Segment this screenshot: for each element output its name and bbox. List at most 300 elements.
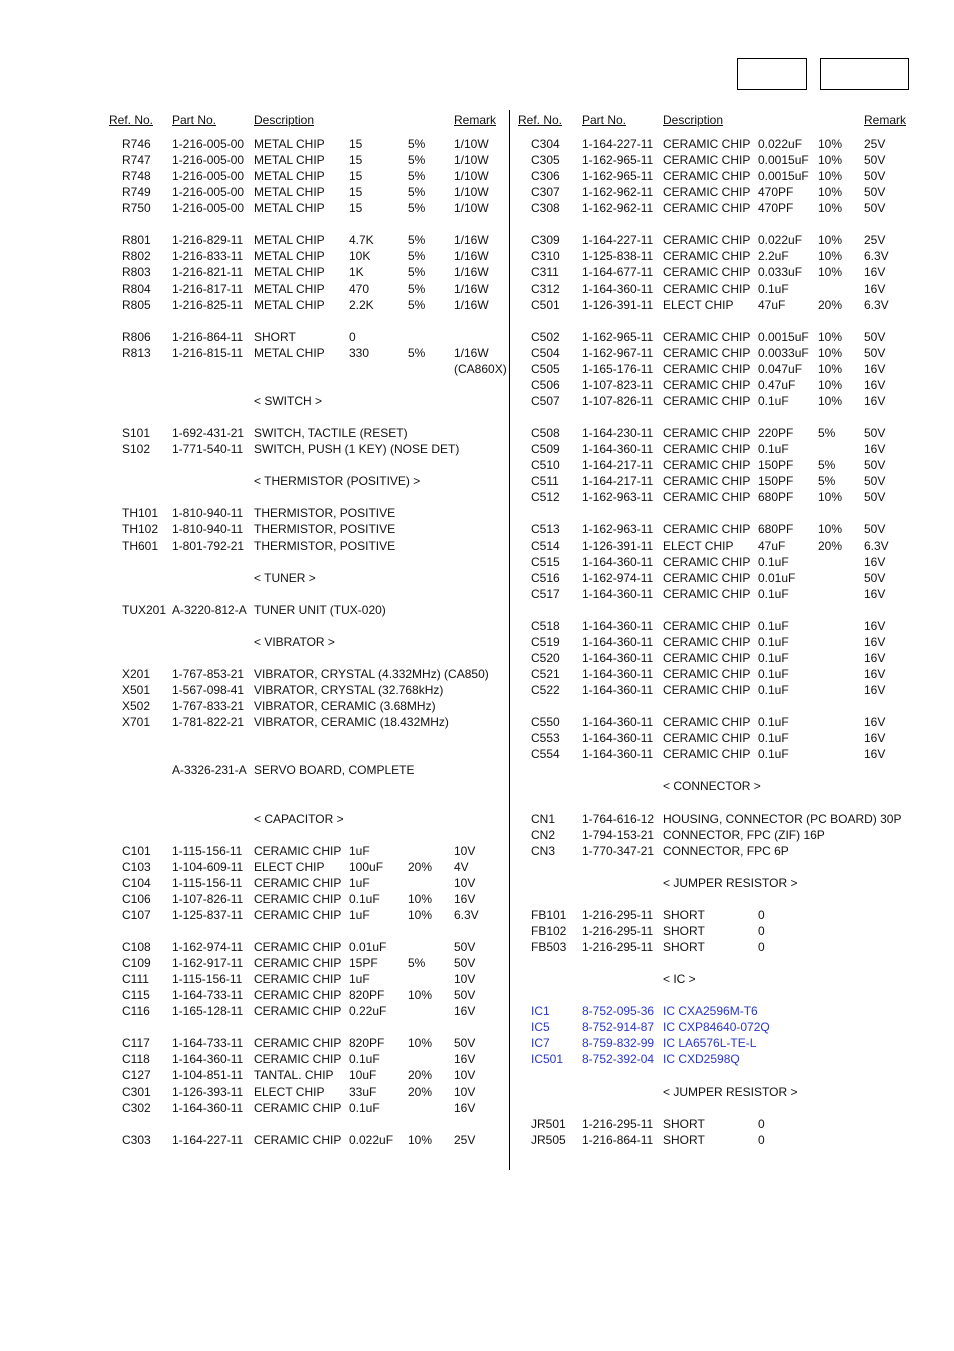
table-row (0, 1003, 954, 1019)
cell-remark: 16V (864, 634, 886, 649)
cell-ref: C554 (531, 747, 560, 762)
cell-ref: C505 (531, 361, 560, 376)
cell-description: TUNER UNIT (TUX-020) (254, 602, 386, 617)
cell-description: CERAMIC CHIP (663, 201, 751, 216)
table-row (0, 730, 954, 746)
cell-ref: R801 (122, 233, 151, 248)
cell-value: 680PF (758, 490, 794, 505)
cell-part: 1-162-965-11 (582, 169, 654, 184)
table-row (0, 1132, 954, 1148)
cell-part: 1-126-391-11 (582, 297, 654, 312)
cell-part: 1-216-295-11 (582, 923, 654, 938)
table-row (0, 1051, 954, 1067)
cell-remark: 6.3V (454, 907, 479, 922)
cell-tolerance: 5% (408, 345, 426, 360)
cell-remark: 1/10W (454, 201, 489, 216)
cell-value: 0.1uF (758, 554, 789, 569)
cell-ref: C305 (531, 153, 560, 168)
cell-description: CERAMIC CHIP (663, 329, 751, 344)
header-part: Part No. (172, 113, 217, 127)
cell-description: SHORT (663, 1116, 705, 1131)
table-row (0, 393, 954, 409)
cell-tolerance: 10% (818, 137, 843, 151)
cell-part: 1-162-917-11 (172, 956, 244, 971)
cell-description: METAL CHIP (254, 265, 325, 280)
table-row (0, 875, 954, 891)
cell-description: METAL CHIP (254, 169, 325, 184)
cell-value: 0.033uF (758, 265, 803, 280)
table-row (0, 570, 954, 586)
table-row (0, 618, 954, 634)
cell-remark: 1/10W (454, 137, 489, 151)
cell-part: 1-115-156-11 (172, 875, 243, 890)
cell-description: CERAMIC CHIP (663, 442, 751, 457)
cell-value: 0.047uF (758, 361, 803, 376)
cell-remark: 16V (864, 442, 886, 457)
table-row (0, 457, 954, 473)
cell-tolerance: 5% (408, 201, 426, 216)
cell-ref: IC7 (531, 1036, 550, 1051)
cell-ref: C111 (122, 972, 149, 987)
table-row (0, 345, 954, 361)
cell-ref: C507 (531, 393, 560, 408)
cell-part: 1-104-851-11 (172, 1068, 244, 1083)
cell-ref: TH102 (122, 522, 159, 537)
table-row (0, 184, 954, 200)
cell-value: 10uF (349, 1068, 377, 1083)
cell-ref: R804 (122, 281, 151, 296)
cell-ref: C312 (531, 281, 560, 296)
cell-part: 1-125-838-11 (582, 249, 654, 264)
cell-tolerance: 10% (818, 393, 843, 408)
table-row (0, 1084, 954, 1100)
cell-part: 1-216-821-11 (172, 265, 244, 280)
cell-part: 1-164-360-11 (172, 1100, 244, 1115)
cell-remark: 50V (864, 522, 886, 537)
cell-value: 0 (758, 923, 765, 938)
cell-value: 10K (349, 249, 371, 264)
cell-tolerance: 10% (408, 907, 433, 922)
cell-part: 1-162-963-11 (582, 522, 654, 537)
cell-part: 1-162-965-11 (582, 329, 654, 344)
cell-tolerance: 5% (408, 249, 426, 264)
cell-description: CONNECTOR, FPC 6P (663, 843, 789, 858)
cell-remark: 16V (864, 666, 886, 681)
cell-part: 1-764-616-12 (582, 811, 655, 826)
cell-value: 680PF (758, 522, 794, 537)
cell-ref: C109 (122, 956, 151, 971)
cell-value: 33uF (349, 1084, 377, 1099)
cell-part: 1-216-005-00 (172, 169, 245, 184)
table-row (0, 248, 954, 264)
cell-part: 1-216-815-11 (172, 345, 244, 360)
cell-ref: C518 (531, 618, 560, 633)
cell-tolerance: 5% (408, 297, 426, 312)
cell-tolerance: 10% (818, 201, 843, 216)
cell-description: < THERMISTOR (POSITIVE) > (254, 474, 421, 489)
cell-description: CERAMIC CHIP (663, 490, 751, 505)
cell-ref: C117 (122, 1036, 150, 1051)
cell-value: 470PF (758, 185, 794, 200)
cell-remark: 16V (864, 586, 886, 601)
cell-value: 15 (349, 201, 363, 216)
cell-value: 47uF (758, 538, 786, 553)
cell-part: 1-164-360-11 (582, 586, 654, 601)
cell-description: IC LA6576L-TE-L (663, 1036, 757, 1051)
cell-value: 0 (758, 1116, 765, 1131)
cell-ref: X201 (122, 666, 151, 681)
cell-description: CERAMIC CHIP (663, 522, 751, 537)
cell-remark: 50V (864, 490, 886, 505)
cell-remark: 25V (864, 233, 886, 248)
table-row (0, 827, 954, 843)
cell-remark: 16V (864, 361, 886, 376)
cell-part: 1-162-974-11 (172, 940, 244, 954)
header-box-left (737, 58, 807, 90)
cell-ref: C107 (122, 907, 151, 922)
table-row (0, 762, 954, 778)
cell-ref: R750 (122, 201, 151, 216)
cell-value: 0.1uF (758, 634, 789, 649)
header-desc: Description (254, 113, 315, 127)
cell-ref: FB503 (531, 940, 567, 954)
cell-part: 1-126-393-11 (172, 1084, 244, 1099)
cell-part: 1-216-295-11 (582, 1116, 654, 1131)
table-row (0, 489, 954, 505)
cell-tolerance: 10% (408, 1036, 433, 1051)
cell-description: HOUSING, CONNECTOR (PC BOARD) 30P (663, 811, 902, 826)
cell-description: CERAMIC CHIP (663, 249, 751, 264)
table-row (0, 1116, 954, 1132)
cell-value: 0 (349, 329, 356, 344)
cell-ref: C550 (531, 715, 560, 730)
cell-ref: C512 (531, 490, 560, 505)
cell-part: 1-216-825-11 (172, 297, 244, 312)
cell-ref: C115 (122, 988, 150, 1003)
cell-description: CERAMIC CHIP (254, 1004, 342, 1019)
cell-ref: C517 (531, 586, 560, 601)
cell-value: 0.0015uF (758, 153, 809, 168)
cell-remark: 1/16W (454, 233, 489, 248)
header-box-right (820, 58, 909, 90)
cell-value: 0.1uF (758, 650, 789, 665)
cell-tolerance: 5% (408, 956, 426, 971)
cell-part: 1-162-967-11 (582, 345, 654, 360)
cell-value: 0.022uF (758, 137, 803, 151)
cell-remark: 50V (864, 570, 886, 585)
cell-remark: 50V (454, 940, 476, 954)
cell-remark: 6.3V (864, 538, 889, 553)
cell-remark: 16V (864, 377, 886, 392)
cell-description: THERMISTOR, POSITIVE (254, 506, 396, 521)
cell-remark: 16V (864, 281, 886, 296)
cell-description: METAL CHIP (254, 185, 325, 200)
cell-description: CERAMIC CHIP (663, 169, 751, 184)
cell-ref: C504 (531, 345, 560, 360)
cell-tolerance: 10% (818, 345, 843, 360)
cell-description: METAL CHIP (254, 201, 325, 216)
cell-value: 1uF (349, 907, 370, 922)
cell-description: CERAMIC CHIP (663, 265, 751, 280)
table-row (0, 843, 954, 859)
table-row (0, 232, 954, 248)
cell-description: CERAMIC CHIP (663, 634, 751, 649)
table-row (0, 939, 954, 955)
cell-part: 8-752-914-87 (582, 1020, 655, 1035)
cell-ref: C508 (531, 426, 560, 441)
cell-value: 470 (349, 281, 370, 296)
cell-ref: C303 (122, 1132, 151, 1147)
cell-part: 1-165-128-11 (172, 1004, 244, 1019)
cell-description: METAL CHIP (254, 137, 325, 151)
table-row (0, 859, 954, 875)
cell-ref: R747 (122, 153, 151, 168)
cell-description: THERMISTOR, POSITIVE (254, 538, 396, 553)
cell-description: METAL CHIP (254, 233, 325, 248)
table-row (0, 955, 954, 971)
cell-remark: 4V (454, 859, 469, 874)
cell-part: 1-164-360-11 (582, 715, 654, 730)
cell-remark: 16V (454, 891, 476, 906)
cell-remark: 1/10W (454, 153, 489, 168)
table-row (0, 554, 954, 570)
cell-value: 0.0033uF (758, 345, 809, 360)
header-remark: Remark (864, 113, 907, 127)
cell-ref: CN2 (531, 827, 556, 842)
cell-description: SERVO BOARD, COMPLETE (254, 763, 415, 778)
cell-value: 0.1uF (349, 891, 380, 906)
table-row (0, 361, 954, 377)
cell-description: CERAMIC CHIP (663, 426, 751, 441)
cell-value: 0.1uF (758, 666, 789, 681)
cell-description: < CAPACITOR > (254, 811, 344, 826)
cell-value: 47uF (758, 297, 786, 312)
cell-ref: JR505 (531, 1132, 566, 1147)
cell-value: 15PF (349, 956, 378, 971)
table-row (0, 698, 954, 714)
cell-description: CERAMIC CHIP (254, 1100, 342, 1115)
cell-ref: C309 (531, 233, 560, 248)
cell-remark: 50V (864, 345, 886, 360)
cell-description: METAL CHIP (254, 153, 325, 168)
cell-value: 1K (349, 265, 364, 280)
cell-description: CERAMIC CHIP (663, 185, 751, 200)
cell-ref: C522 (531, 683, 560, 698)
cell-tolerance: 5% (408, 281, 426, 296)
cell-part: 8-752-392-04 (582, 1052, 655, 1067)
cell-description: SHORT (254, 329, 296, 344)
cell-part: 1-115-156-11 (172, 972, 243, 987)
cell-description: CERAMIC CHIP (254, 1132, 342, 1147)
table-row (0, 297, 954, 313)
cell-tolerance: 5% (818, 426, 836, 441)
cell-description: CERAMIC CHIP (663, 393, 751, 408)
cell-value: 0 (758, 1132, 765, 1147)
cell-ref: C304 (531, 137, 560, 151)
cell-value: 0.1uF (758, 747, 789, 762)
cell-part: 1-767-833-21 (172, 699, 245, 714)
cell-ref: C127 (122, 1068, 151, 1083)
cell-ref: X502 (122, 699, 151, 714)
cell-ref: TUX201 (122, 602, 167, 617)
cell-remark: 50V (864, 426, 886, 441)
cell-description: CERAMIC CHIP (663, 377, 751, 392)
cell-remark: 16V (864, 618, 886, 633)
cell-part: 1-771-540-11 (172, 442, 244, 457)
cell-ref: IC1 (531, 1004, 550, 1019)
cell-part: 1-164-217-11 (582, 458, 654, 473)
cell-part: 1-162-974-11 (582, 570, 654, 585)
cell-value: 0.1uF (349, 1052, 380, 1067)
cell-value: 0.22uF (349, 1004, 387, 1019)
cell-value: 0.1uF (758, 683, 789, 698)
table-row (0, 746, 954, 762)
cell-remark: 16V (864, 393, 886, 408)
cell-part: 1-164-360-11 (582, 442, 654, 457)
table-row (0, 264, 954, 280)
cell-remark: 1/16W (454, 281, 489, 296)
cell-description: IC CXP84640-072Q (663, 1020, 770, 1035)
cell-ref: TH601 (122, 538, 159, 553)
cell-description: SHORT (663, 907, 705, 922)
cell-remark: 6.3V (864, 297, 889, 312)
cell-value: 0.1uF (758, 281, 789, 296)
cell-part: 1-216-005-00 (172, 153, 245, 168)
cell-description: ELECT CHIP (254, 859, 325, 874)
cell-remark: 16V (864, 747, 886, 762)
cell-value: 1uF (349, 843, 370, 858)
cell-description: CERAMIC CHIP (663, 731, 751, 746)
cell-description: CERAMIC CHIP (254, 940, 342, 954)
cell-part: 1-107-823-11 (582, 377, 654, 392)
cell-part: 1-164-360-11 (582, 683, 654, 698)
cell-ref: C502 (531, 329, 560, 344)
header-desc: Description (663, 113, 724, 127)
cell-part: 1-164-217-11 (582, 474, 654, 489)
cell-ref: C302 (122, 1100, 151, 1115)
cell-part: 8-759-832-99 (582, 1036, 655, 1051)
cell-remark: 16V (864, 715, 886, 730)
cell-remark: 50V (454, 988, 476, 1003)
cell-part: 1-216-005-00 (172, 201, 245, 216)
cell-value: 15 (349, 137, 363, 151)
cell-part: 1-162-962-11 (582, 185, 654, 200)
cell-part: 1-162-965-11 (582, 153, 654, 168)
cell-description: < VIBRATOR > (254, 634, 335, 649)
cell-description: ELECT CHIP (663, 538, 734, 553)
cell-part: 1-216-829-11 (172, 233, 244, 248)
cell-description: < IC > (663, 972, 696, 987)
cell-part: 1-216-864-11 (172, 329, 244, 344)
cell-ref: JR501 (531, 1116, 566, 1131)
cell-ref: CN1 (531, 811, 556, 826)
cell-value: 15 (349, 169, 363, 184)
table-row (0, 168, 954, 184)
header-remark: Remark (454, 113, 497, 127)
cell-tolerance: 20% (408, 1068, 433, 1083)
cell-value: 0.1uF (758, 618, 789, 633)
cell-value: 0.01uF (758, 570, 796, 585)
cell-tolerance: 5% (818, 458, 836, 473)
table-row (0, 666, 954, 682)
cell-ref: C101 (122, 843, 151, 858)
cell-description: CERAMIC CHIP (254, 1036, 342, 1051)
table-row (0, 602, 954, 618)
cell-ref: C520 (531, 650, 560, 665)
cell-description: METAL CHIP (254, 345, 325, 360)
cell-ref: C511 (531, 474, 559, 489)
cell-ref: R803 (122, 265, 151, 280)
cell-value: 0.1uF (758, 715, 789, 730)
cell-ref: S102 (122, 442, 151, 457)
cell-remark: 50V (864, 329, 886, 344)
cell-part: A-3220-812-A (172, 602, 247, 617)
cell-part: 1-165-176-11 (582, 361, 654, 376)
cell-part: 1-125-837-11 (172, 907, 244, 922)
cell-part: 1-164-360-11 (582, 634, 654, 649)
cell-remark: 50V (864, 185, 886, 200)
cell-description: SWITCH, PUSH (1 KEY) (NOSE DET) (254, 442, 460, 457)
table-row (0, 1067, 954, 1083)
cell-part: 1-216-295-11 (582, 907, 654, 922)
cell-ref: C301 (122, 1084, 151, 1099)
cell-part: 1-164-360-11 (582, 281, 654, 296)
cell-description: CERAMIC CHIP (663, 666, 751, 681)
table-row (0, 136, 954, 152)
cell-ref: C515 (531, 554, 560, 569)
cell-part: 1-164-677-11 (582, 265, 654, 280)
cell-ref: R802 (122, 249, 151, 264)
cell-description: CERAMIC CHIP (663, 153, 751, 168)
cell-part: A-3326-231-A (172, 763, 247, 778)
cell-ref: R805 (122, 297, 151, 312)
cell-value: 0.0015uF (758, 169, 809, 184)
cell-description: TANTAL. CHIP (254, 1068, 334, 1083)
cell-value: 100uF (349, 859, 384, 874)
cell-value: 150PF (758, 458, 794, 473)
cell-tolerance: 10% (818, 185, 843, 200)
cell-description: CERAMIC CHIP (663, 683, 751, 698)
cell-part: 1-216-833-11 (172, 249, 244, 264)
cell-part: 1-164-227-11 (582, 137, 654, 151)
cell-part: 1-164-227-11 (172, 1132, 244, 1147)
header-part: Part No. (582, 113, 627, 127)
cell-remark: 25V (864, 137, 886, 151)
cell-part: 1-216-005-00 (172, 185, 245, 200)
cell-tolerance: 20% (408, 859, 433, 874)
cell-remark: 16V (454, 1100, 476, 1115)
cell-part: 1-164-360-11 (172, 1052, 244, 1067)
cell-ref: FB101 (531, 907, 567, 922)
cell-ref: C519 (531, 634, 560, 649)
cell-value: 820PF (349, 988, 385, 1003)
cell-value: 0.1uF (758, 393, 789, 408)
table-row (0, 1019, 954, 1035)
cell-part: 1-164-360-11 (582, 554, 654, 569)
cell-remark: 25V (454, 1132, 476, 1147)
cell-part: 1-567-098-41 (172, 683, 245, 698)
table-row (0, 425, 954, 441)
cell-ref: C306 (531, 169, 560, 184)
cell-ref: R806 (122, 329, 151, 344)
cell-description: CERAMIC CHIP (663, 474, 751, 489)
cell-description: CERAMIC CHIP (254, 907, 342, 922)
cell-part: 1-692-431-21 (172, 426, 245, 441)
cell-remark: 1/10W (454, 169, 489, 184)
cell-tolerance: 20% (818, 538, 843, 553)
cell-remark: 10V (454, 843, 476, 858)
cell-remark: 16V (864, 554, 886, 569)
